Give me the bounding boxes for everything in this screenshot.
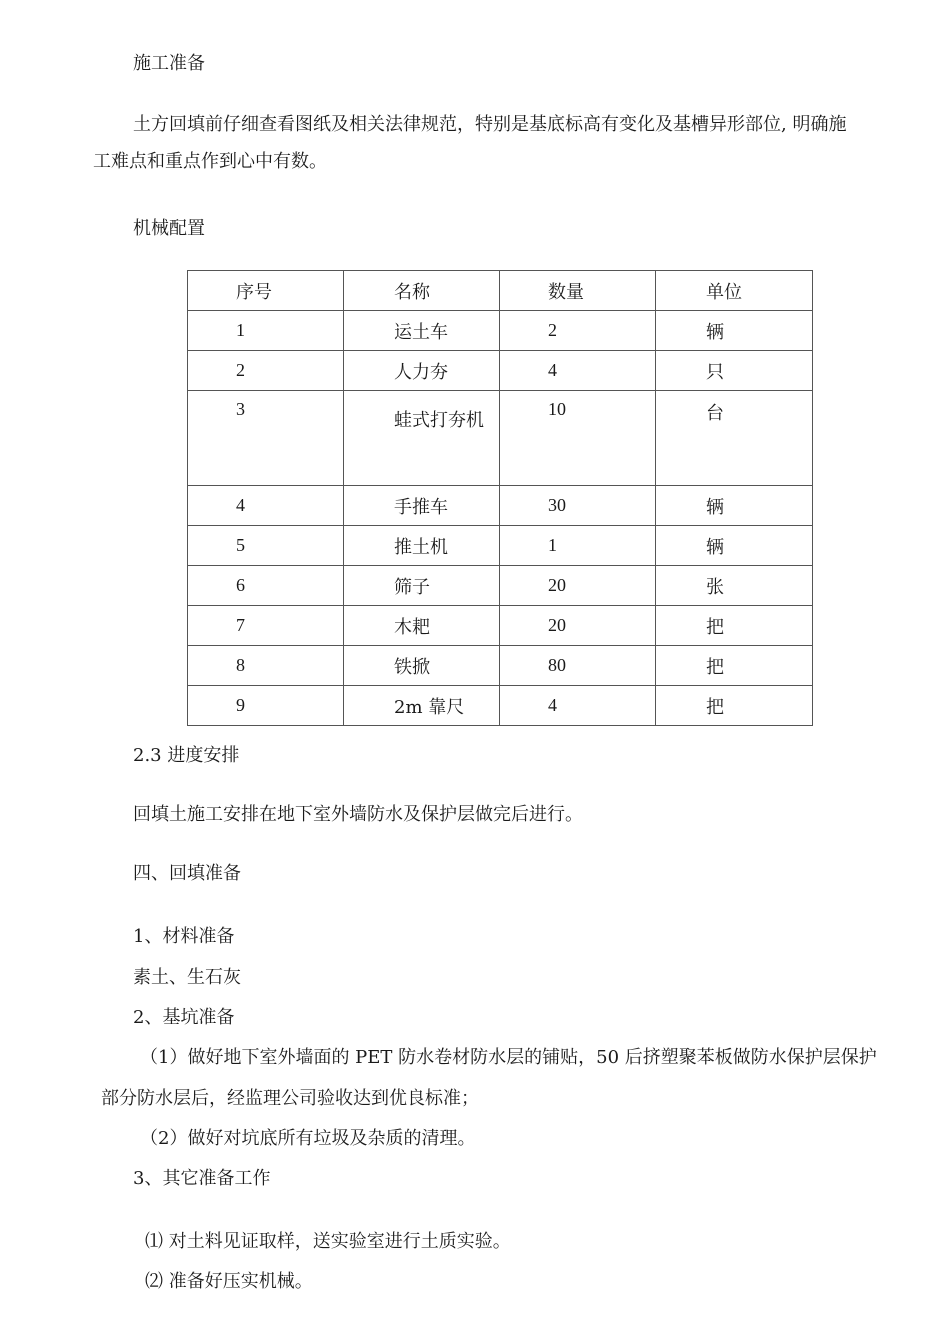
- table-row: [188, 391, 813, 486]
- cell-quantity: 30: [500, 486, 656, 526]
- table-row: [188, 566, 813, 606]
- cell-quantity: 20: [500, 566, 656, 606]
- cell-quantity: 2: [500, 311, 656, 351]
- machinery-table: [187, 270, 813, 726]
- cell-quantity: 20: [500, 606, 656, 646]
- cell-index: 1: [188, 311, 344, 351]
- table-row: [188, 606, 813, 646]
- pit-item-2: （2）做好对坑底所有垃圾及杂质的清理。: [140, 1128, 476, 1149]
- other-item-2: ⑵ 准备好压实机械。: [145, 1271, 313, 1292]
- cell-index: 4: [188, 486, 344, 526]
- table-row: [188, 486, 813, 526]
- cell-name: 人力夯: [344, 351, 500, 391]
- table-row: [188, 646, 813, 686]
- cell-quantity: 1: [500, 526, 656, 566]
- cell-name: 木耙: [344, 606, 500, 646]
- cell-index: 8: [188, 646, 344, 686]
- cell-name: 手推车: [344, 486, 500, 526]
- heading-material-prep: 1、材料准备: [133, 926, 235, 947]
- cell-unit: 辆: [656, 526, 813, 566]
- cell-unit: 只: [656, 351, 813, 391]
- cell-name: 2m 靠尺: [344, 686, 500, 726]
- header-quantity: 数量: [500, 271, 656, 311]
- cell-unit: 辆: [656, 311, 813, 351]
- pit-item-1-line-1: （1）做好地下室外墙面的 PET 防水卷材防水层的铺贴，50 后挤塑聚苯板做防水保护层保护: [140, 1047, 877, 1068]
- header-index: 序号: [188, 271, 344, 311]
- heading-machinery: 机械配置: [133, 218, 205, 239]
- paragraph-prep-line-2: 工难点和重点作到心中有数。: [93, 151, 327, 172]
- cell-unit: 把: [656, 606, 813, 646]
- cell-unit: 把: [656, 686, 813, 726]
- pit-item-1-line-2: 部分防水层后，经监理公司验收达到优良标准；: [101, 1088, 479, 1109]
- cell-unit: 张: [656, 566, 813, 606]
- cell-name: 铁掀: [344, 646, 500, 686]
- cell-unit: 把: [656, 646, 813, 686]
- paragraph-schedule: 回填土施工安排在地下室外墙防水及保护层做完后进行。: [133, 804, 583, 825]
- cell-index: 3: [188, 391, 344, 486]
- cell-unit: 台: [656, 391, 813, 486]
- cell-name: 推土机: [344, 526, 500, 566]
- cell-quantity: 10: [500, 391, 656, 486]
- heading-construction-prep: 施工准备: [133, 53, 205, 74]
- table-row: [188, 351, 813, 391]
- paragraph-prep-line-1: 土方回填前仔细查看图纸及相关法律规范，特别是基底标高有变化及基槽异形部位, 明确施: [133, 114, 847, 135]
- other-item-1: ⑴ 对土料见证取样，送实验室进行土质实验。: [145, 1231, 511, 1252]
- paragraph-materials: 素土、生石灰: [133, 967, 241, 988]
- table-row: [188, 686, 813, 726]
- cell-index: 6: [188, 566, 344, 606]
- table-header-row: [188, 271, 813, 311]
- table-row: [188, 526, 813, 566]
- table-row: [188, 311, 813, 351]
- cell-name: 运土车: [344, 311, 500, 351]
- cell-index: 7: [188, 606, 344, 646]
- heading-backfill-prep: 四、回填准备: [133, 863, 241, 884]
- cell-name: 蛙式打夯机: [344, 391, 500, 486]
- header-name: 名称: [344, 271, 500, 311]
- cell-index: 5: [188, 526, 344, 566]
- cell-unit: 辆: [656, 486, 813, 526]
- cell-name: 筛子: [344, 566, 500, 606]
- heading-other-prep: 3、其它准备工作: [133, 1168, 271, 1189]
- cell-index: 9: [188, 686, 344, 726]
- heading-pit-prep: 2、基坑准备: [133, 1007, 235, 1028]
- cell-index: 2: [188, 351, 344, 391]
- cell-quantity: 4: [500, 351, 656, 391]
- cell-quantity: 80: [500, 646, 656, 686]
- cell-quantity: 4: [500, 686, 656, 726]
- header-unit: 单位: [656, 271, 813, 311]
- heading-schedule: 2.3 进度安排: [133, 745, 240, 766]
